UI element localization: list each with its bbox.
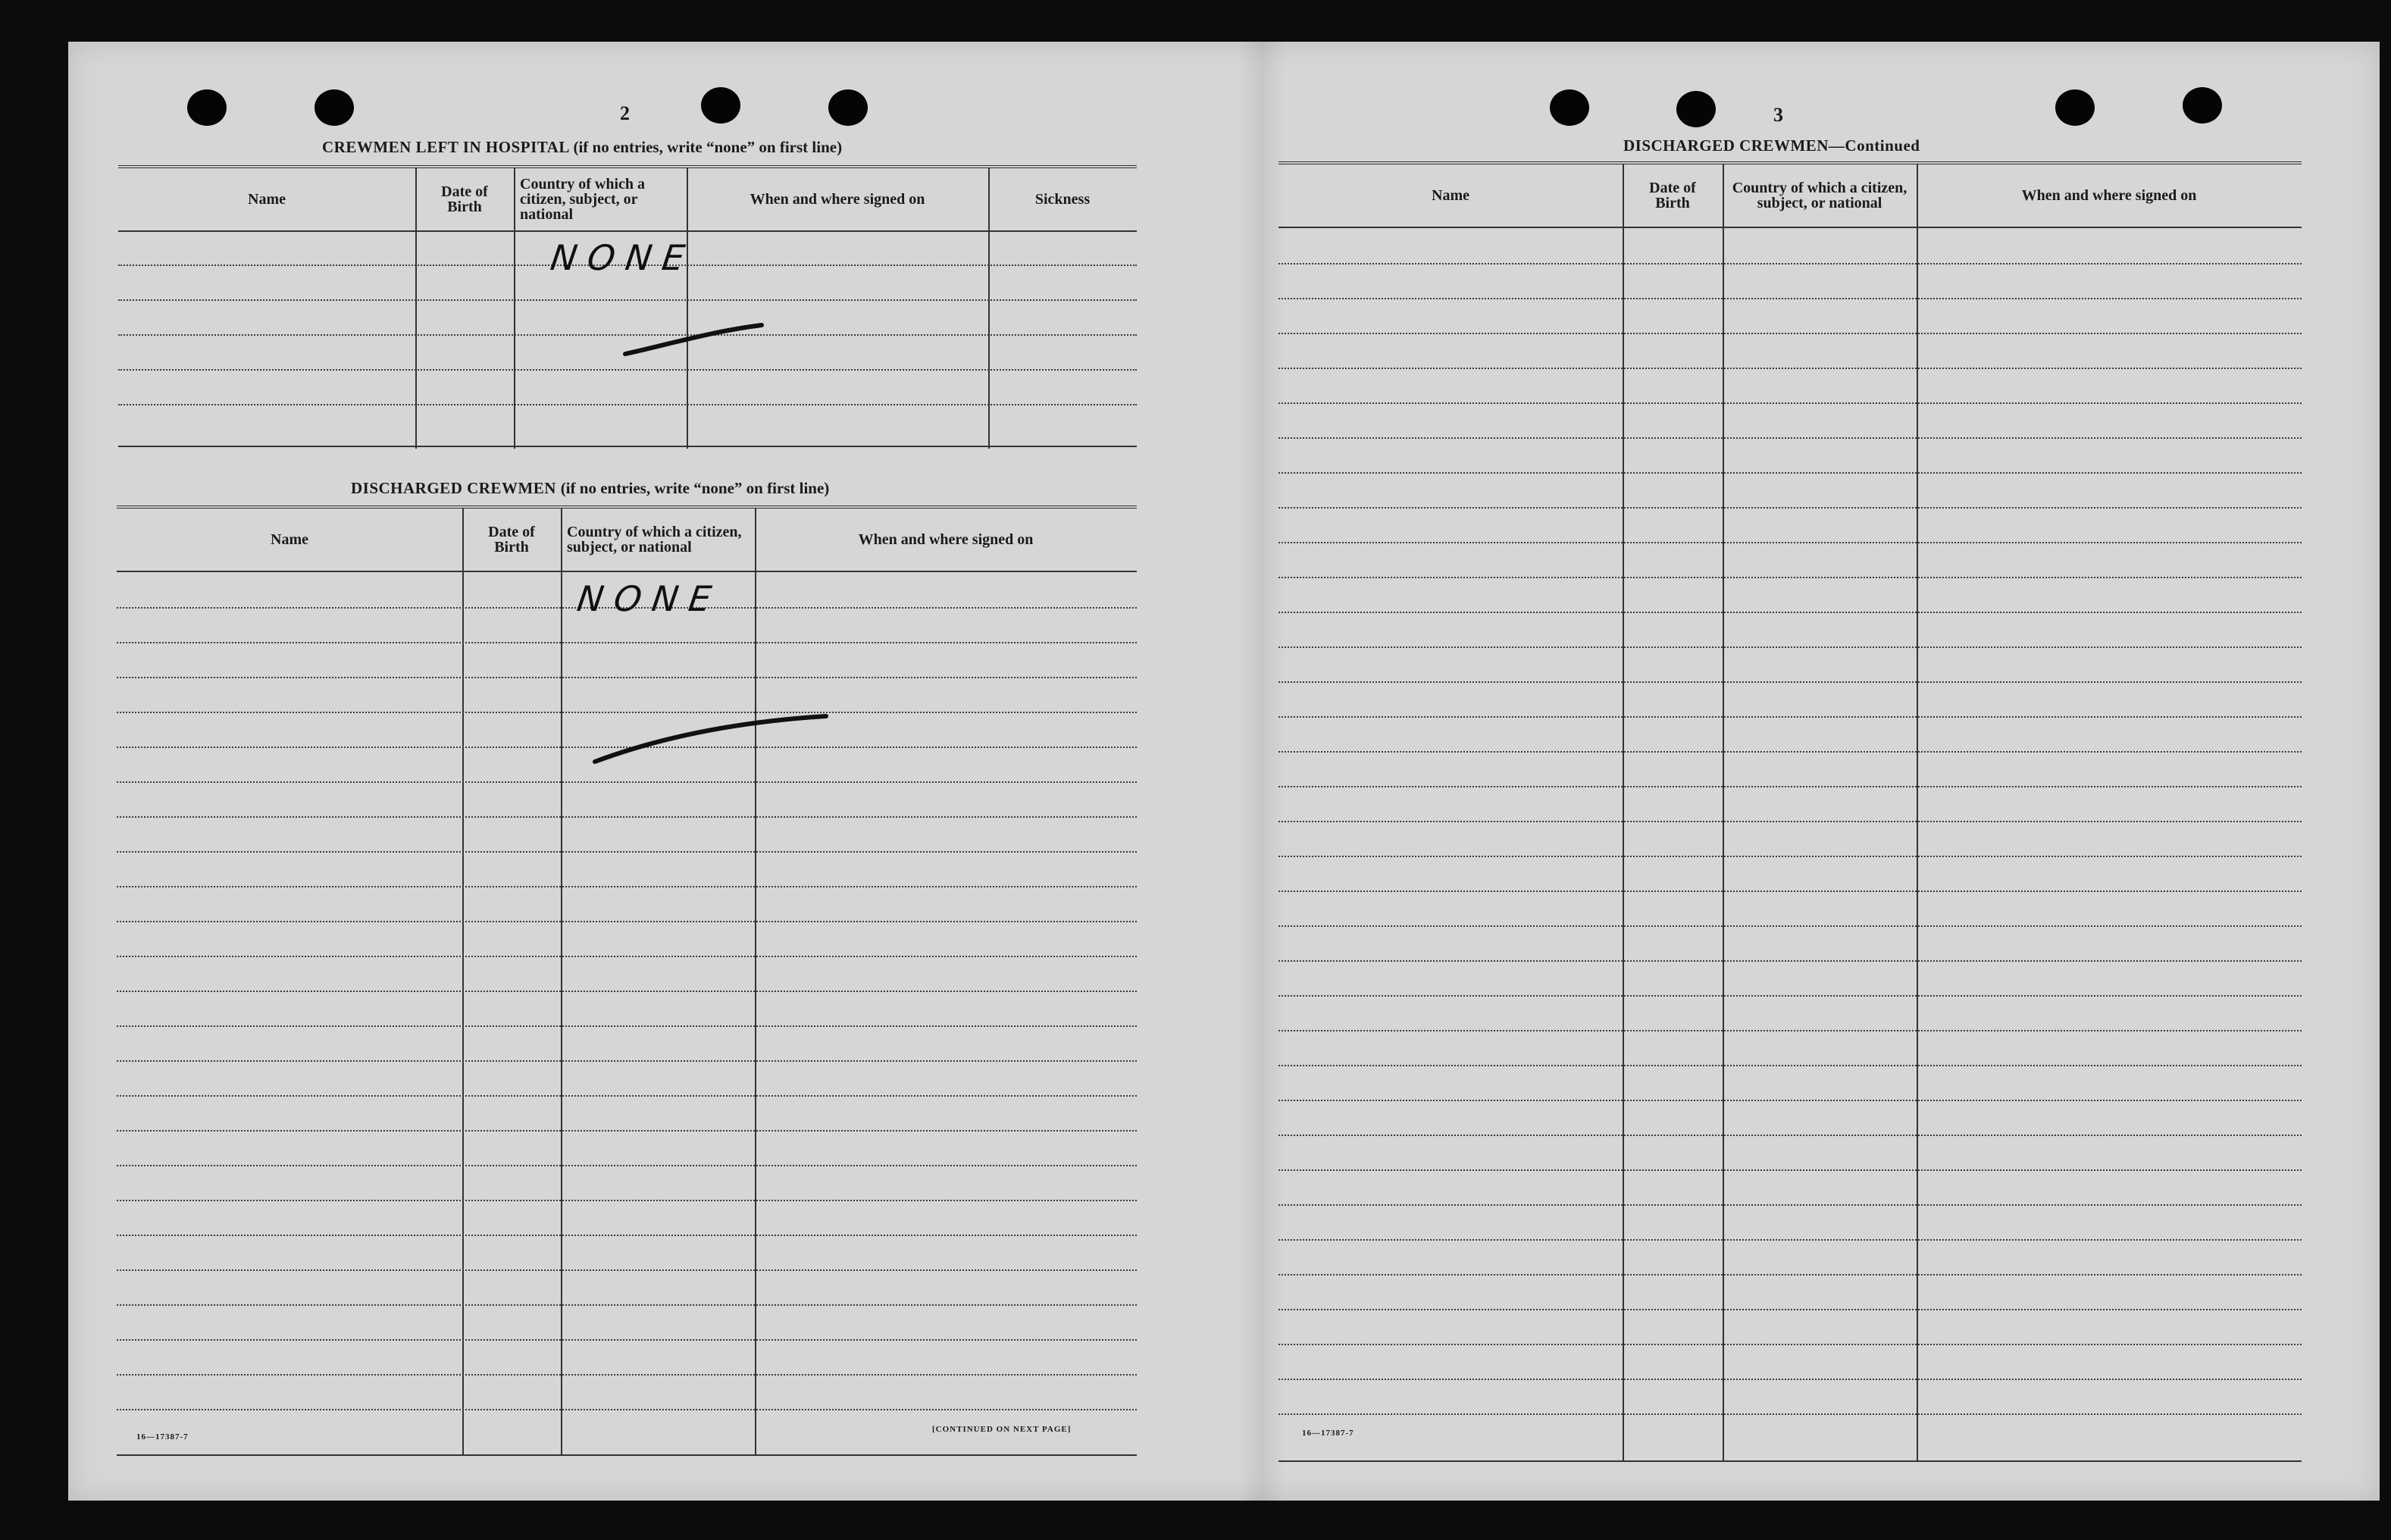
document-sheet [68,42,2380,1501]
entry-line [117,1339,1137,1341]
column-divider [755,509,756,1456]
table-bottom-rule [117,1454,1137,1456]
table-bottom-rule [118,446,1137,447]
column-header-country: Country of which a citizen, subject, or national [1732,180,1907,211]
handwritten-none: NONE [574,578,724,619]
entry-line [117,1165,1137,1166]
entry-line [117,781,1137,783]
entry-line [1278,960,2302,962]
column-header-sickness: Sickness [1034,191,1091,208]
entry-line [117,1025,1137,1027]
entry-line [1278,1100,2302,1101]
page-number: 2 [620,102,630,124]
column-header-country: Country of which a citizen, subject, or national [567,524,742,556]
entry-line [1278,263,2302,264]
entry-line [118,404,1137,405]
entry-line [1278,1135,2302,1136]
entry-line [117,816,1137,818]
entry-line [1278,368,2302,369]
continued-note: [CONTINUED ON NEXT PAGE] [932,1425,1072,1434]
entry-line [117,1269,1137,1271]
entry-line [1278,507,2302,509]
entry-line [118,299,1137,301]
punch-hole [1550,89,1589,126]
column-divider [1917,164,1918,1462]
entry-line [1278,472,2302,474]
column-header-name: Name [1432,187,1469,204]
entry-line [1278,1204,2302,1206]
entry-line [117,1304,1137,1306]
column-divider [514,168,515,449]
entry-line [1278,786,2302,787]
punch-hole [828,89,868,126]
entry-line [1278,1169,2302,1171]
handwritten-strike-line [591,686,834,769]
discharged-instruction: (if no entries, write “none” on first line) [560,479,830,497]
entry-line [1278,716,2302,718]
entry-line [1278,1065,2302,1066]
entry-line [1278,1379,2302,1380]
entry-line [117,991,1137,992]
punch-hole [187,89,227,126]
form-number: 16—17387-7 [1302,1429,1354,1438]
column-divider [561,509,562,1456]
entry-line [1278,1309,2302,1310]
discharged-table [117,506,1137,1460]
punch-hole [2183,87,2222,124]
column-divider [988,168,990,449]
entry-line [117,921,1137,922]
column-header-name: Name [271,531,308,548]
entry-line [1278,542,2302,543]
entry-line [1278,681,2302,683]
handwritten-none: NONE [548,237,698,278]
column-header-signed-on: When and where signed on [750,191,925,208]
form-number: 16—17387-7 [136,1432,189,1441]
punch-hole [315,89,354,126]
entry-line [117,1200,1137,1201]
entry-line [1278,612,2302,613]
entry-line [1278,437,2302,439]
entry-line [1278,1413,2302,1415]
center-fold [1239,42,1285,1501]
column-header-name: Name [248,191,286,208]
punch-hole [2055,89,2095,126]
entry-line [1278,402,2302,404]
discharged-section-title [351,479,829,498]
column-divider [462,509,464,1456]
table-header [1278,164,2302,228]
hospital-section-title [322,138,842,157]
entry-line [1278,925,2302,927]
entry-line [1278,1030,2302,1031]
table-header [117,509,1137,572]
column-header-date-of-birth: Date of Birth [488,524,535,556]
entry-line [1278,891,2302,892]
entry-line [1278,856,2302,857]
hospital-instruction: (if no entries, write “none” on first line) [573,138,843,156]
discharged-continued-title: DISCHARGED CREWMEN—Continued [1623,136,1920,155]
column-divider [415,168,417,449]
entry-line [1278,751,2302,753]
entry-line [118,369,1137,371]
hospital-title-text: CREWMEN LEFT IN HOSPITAL [322,138,569,156]
column-divider [1723,164,1724,1462]
column-header-date-of-birth: Date of Birth [1649,180,1696,211]
punch-hole [701,87,740,124]
entry-line [1278,1344,2302,1345]
entry-line [117,1095,1137,1097]
entry-line [1278,821,2302,822]
entry-line [117,642,1137,643]
entry-line [117,677,1137,678]
entry-line [1278,1239,2302,1241]
punch-hole [1676,91,1716,127]
column-header-date-of-birth: Date of Birth [441,183,488,215]
entry-line [117,1235,1137,1236]
entry-line [1278,577,2302,578]
column-header-signed-on: When and where signed on [858,531,1034,548]
column-header-country: Country of which a citizen, subject, or national [520,176,646,223]
handwritten-strike-line [621,315,765,360]
entry-line [117,851,1137,853]
column-header-signed-on: When and where signed on [2021,187,2197,204]
column-divider [1623,164,1624,1462]
page-number: 3 [1773,104,1783,126]
entry-line [117,1060,1137,1062]
entry-line [1278,646,2302,648]
table-bottom-rule [1278,1460,2302,1462]
entry-line [1278,333,2302,334]
entry-line [117,1130,1137,1132]
entry-line [117,886,1137,887]
entry-line [117,1374,1137,1376]
entry-line [117,956,1137,957]
entry-line [1278,995,2302,997]
entry-line [117,1409,1137,1410]
table-header [118,168,1137,232]
discharged-continued-table [1278,161,2302,1464]
entry-line [1278,298,2302,299]
discharged-title-text: DISCHARGED CREWMEN [351,479,556,497]
column-divider [687,168,688,449]
hospital-table [118,165,1137,449]
entry-line [1278,1274,2302,1276]
